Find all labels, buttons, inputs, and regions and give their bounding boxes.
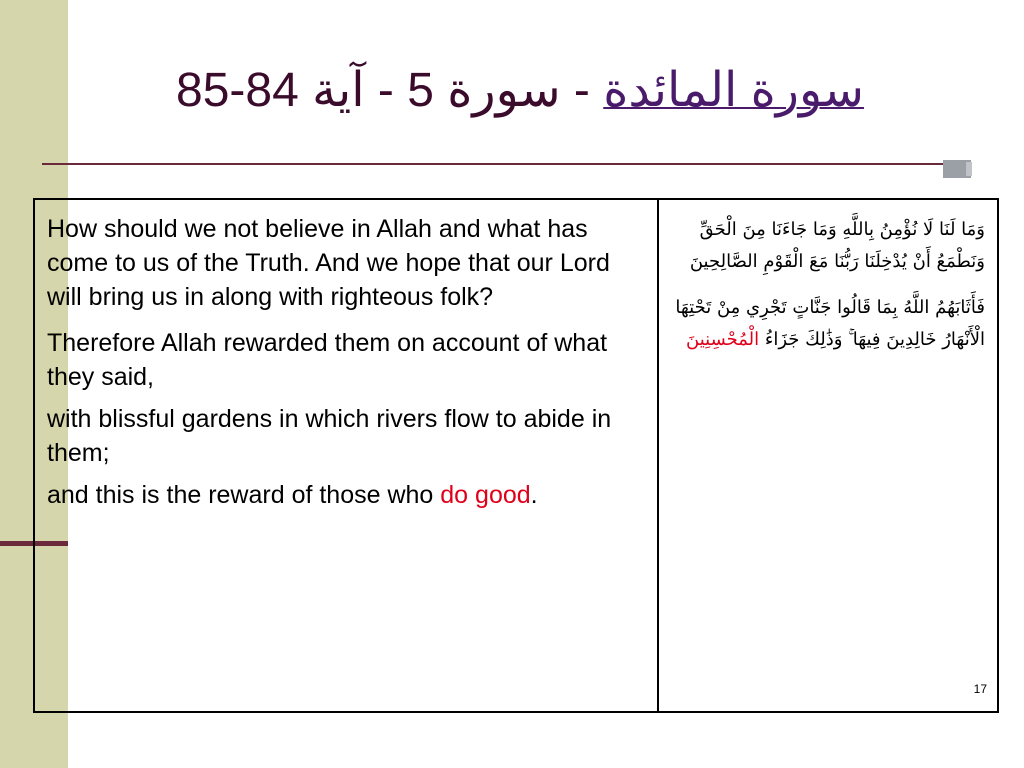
divider-end-block-highlight [966, 162, 972, 176]
title-divider [42, 163, 972, 165]
english-p4-end: . [530, 481, 538, 509]
translation-table [33, 198, 999, 713]
arabic-verse-85-text: فَأَثَابَهُمُ اللَّهُ بِمَا قَالُوا جَنَّاتٍ تَجْرِي مِنْ تَحْتِهَا الْأَنْهَارُ خَالِدِينَ فِيهَا ۚ وَذَٰلِكَ جَزَاءُ [675, 297, 985, 350]
english-highlight-do-good: do good [440, 481, 531, 509]
english-translation-cell [35, 200, 659, 711]
title-surah-link[interactable]: سورة المائدة [603, 64, 864, 117]
english-paragraph-3: with blissful gardens in which rivers flow to abide in them; [47, 405, 612, 467]
arabic-verse-cell [659, 200, 997, 711]
arabic-verse-84: وَمَا لَنَا لَا نُؤْمِنُ بِاللَّهِ وَمَا جَاءَنَا مِنَ الْحَقِّ وَنَطْمَعُ أَنْ يُدْخِلَنَا رَبُّنَا مَعَ الْقَوْمِ الصَّالِحِينَ [689, 219, 985, 272]
english-paragraph-4 [47, 478, 643, 512]
english-p4-text: and this is the reward of those who [47, 481, 441, 509]
arabic-highlight-muhsinin: الْمُحْسِنِينَ [686, 329, 760, 350]
english-paragraph-1: How should we not believe in Allah and what has come to us of the Truth. And we hope that our Lord will bring us in along with righteous folk? [47, 215, 610, 311]
arabic-verse-85 [671, 292, 985, 356]
slide-title [70, 62, 970, 140]
page-number: 17 [973, 682, 987, 696]
english-paragraph-2: Therefore Allah rewarded them on account of what they said, [47, 329, 608, 391]
title-reference: - سورة 5 - آية 84-85 [176, 64, 604, 117]
